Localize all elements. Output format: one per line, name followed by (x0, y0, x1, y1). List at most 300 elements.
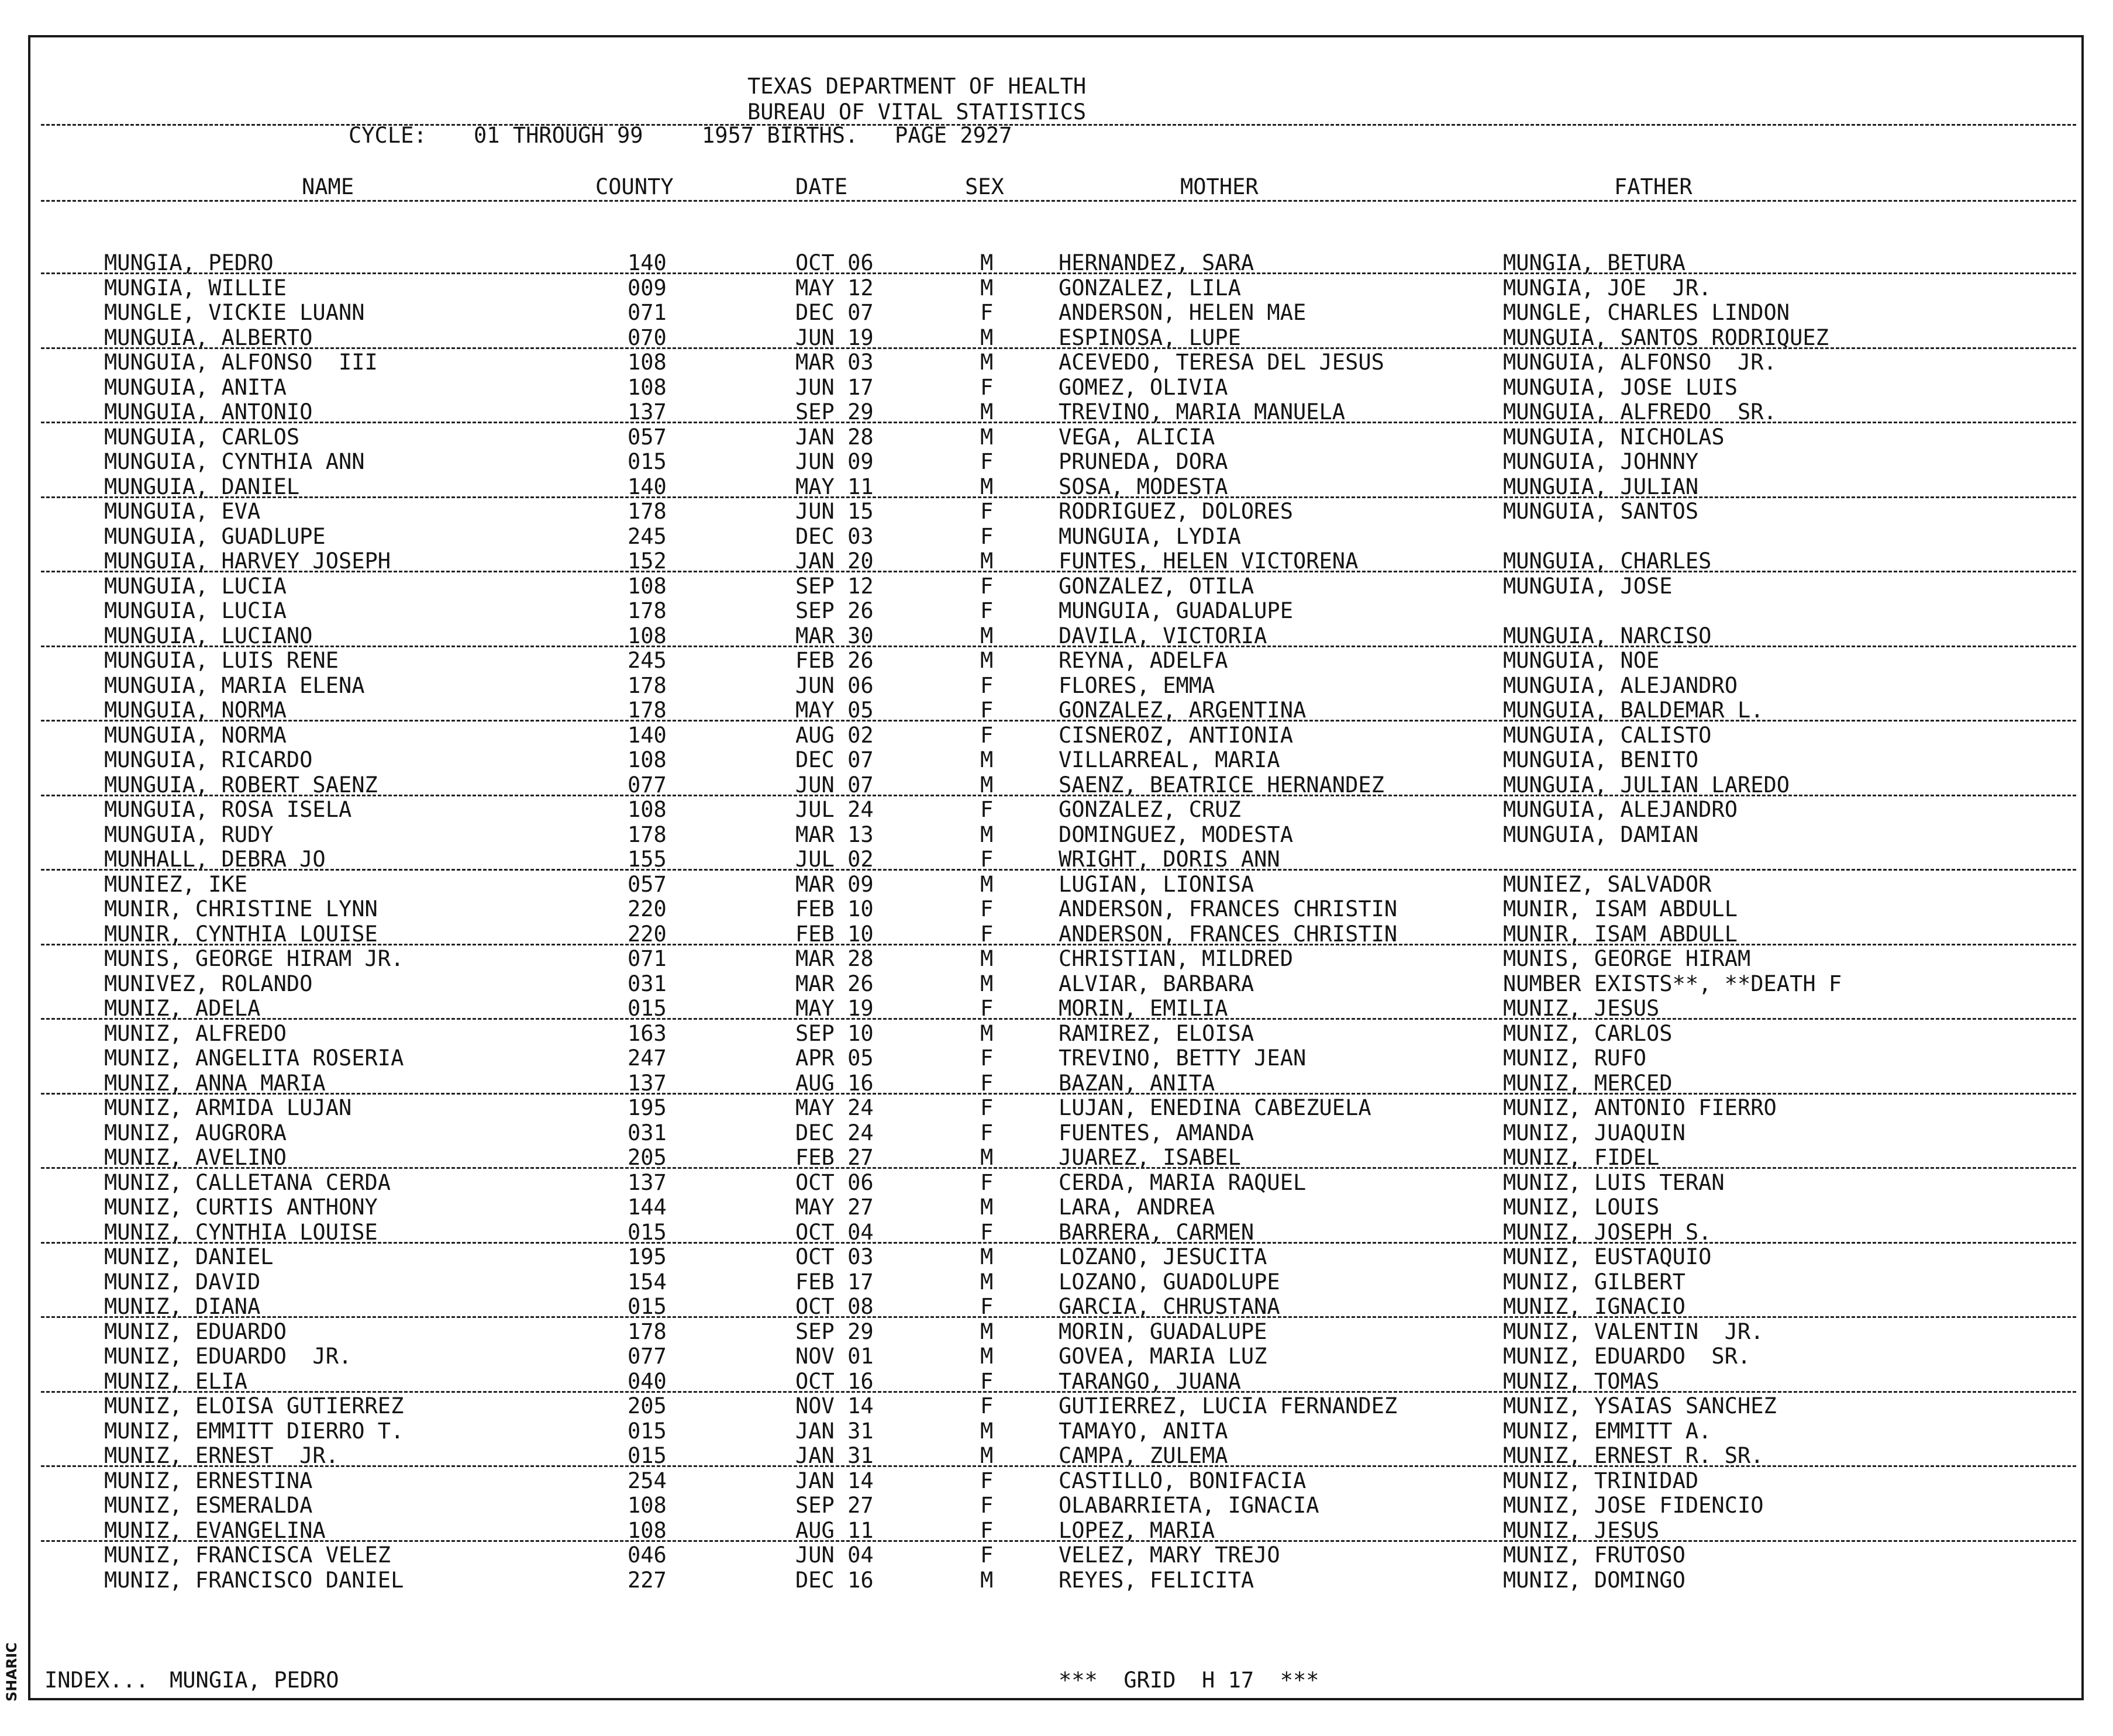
cycle-range: 01 THROUGH 99 (474, 123, 643, 148)
row-mother: GUTIERREZ, LUCIA FERNANDEZ (1059, 1393, 1398, 1419)
row-sex: F (980, 574, 994, 599)
row-county: 137 (628, 1170, 667, 1195)
row-father: MUNGUIA, NICHOLAS (1503, 424, 1725, 450)
row-name: MUNGUIA, NORMA (104, 698, 287, 723)
row-sex: F (980, 847, 994, 872)
row-sex: M (980, 772, 994, 798)
row-father: MUNIZ, TOMAS (1503, 1369, 1660, 1394)
row-sex: M (980, 1568, 994, 1593)
row-name: MUNGUIA, GUADLUPE (104, 524, 326, 549)
col-header-date: DATE (795, 174, 848, 199)
row-date: JUN 04 (795, 1542, 874, 1568)
row-father: MUNGUIA, ALFONSO JR. (1503, 350, 1777, 375)
row-mother: CERDA, MARIA RAQUEL (1059, 1170, 1307, 1195)
row-county: 031 (628, 971, 667, 996)
row-name: MUNIZ, DAVID (104, 1269, 261, 1295)
row-date: FEB 10 (795, 896, 874, 922)
row-rule (41, 347, 2076, 349)
row-county: 195 (628, 1095, 667, 1120)
row-father: MUNIR, ISAM ABDULL (1503, 922, 1738, 947)
row-sex: F (980, 1294, 994, 1319)
row-date: OCT 06 (795, 1170, 874, 1195)
row-father: MUNGUIA, JULIAN (1503, 474, 1699, 499)
row-county: 178 (628, 1319, 667, 1344)
row-name: MUNGUIA, ROBERT SAENZ (104, 772, 378, 798)
row-date: SEP 12 (795, 574, 874, 599)
row-date: MAY 05 (795, 698, 874, 723)
row-sex: M (980, 1443, 994, 1468)
row-rule (41, 1242, 2076, 1244)
row-name: MUNIEZ, IKE (104, 872, 248, 897)
row-date: MAR 09 (795, 872, 874, 897)
row-date: JUL 24 (795, 797, 874, 822)
row-county: 077 (628, 1344, 667, 1369)
row-county: 009 (628, 275, 667, 301)
row-county: 205 (628, 1393, 667, 1419)
col-header-father: FATHER (1614, 174, 1693, 199)
row-father: MUNGUIA, JULIAN LAREDO (1503, 772, 1790, 798)
row-mother: CAMPA, ZULEMA (1059, 1443, 1228, 1468)
row-mother: LUGIAN, LIONISA (1059, 872, 1254, 897)
row-sex: M (980, 1195, 994, 1220)
row-county: 245 (628, 648, 667, 673)
row-sex: F (980, 1542, 994, 1568)
row-father: MUNGUIA, ALFREDO SR. (1503, 399, 1777, 424)
row-mother: CHRISTIAN, MILDRED (1059, 946, 1293, 971)
row-name: MUNGUIA, RICARDO (104, 747, 313, 772)
row-county: 247 (628, 1045, 667, 1071)
row-mother: RAMIREZ, ELOISA (1059, 1021, 1254, 1046)
row-county: 070 (628, 325, 667, 350)
row-date: MAY 11 (795, 474, 874, 499)
row-name: MUNIZ, EDUARDO (104, 1319, 287, 1344)
row-father: MUNIZ, YSAIAS SANCHEZ (1503, 1393, 1777, 1419)
row-mother: ESPINOSA, LUPE (1059, 325, 1241, 350)
row-mother: TAMAYO, ANITA (1059, 1419, 1228, 1444)
row-date: DEC 16 (795, 1568, 874, 1593)
row-date: FEB 27 (795, 1145, 874, 1170)
row-father: MUNIZ, LUIS TERAN (1503, 1170, 1725, 1195)
row-sex: F (980, 524, 994, 549)
row-name: MUNIZ, EDUARDO JR. (104, 1344, 352, 1369)
row-father: MUNIZ, EUSTAQUIO (1503, 1244, 1712, 1269)
row-sex: M (980, 946, 994, 971)
row-date: JAN 31 (795, 1419, 874, 1444)
row-date: JUN 19 (795, 325, 874, 350)
row-date: SEP 29 (795, 399, 874, 424)
row-sex: F (980, 1493, 994, 1518)
row-date: JUN 09 (795, 449, 874, 474)
row-date: OCT 04 (795, 1220, 874, 1245)
row-mother: TREVINO, BETTY JEAN (1059, 1045, 1307, 1071)
row-mother: TREVINO, MARIA MANUELA (1059, 399, 1346, 424)
row-county: 057 (628, 424, 667, 450)
row-mother: ANDERSON, FRANCES CHRISTIN (1059, 896, 1398, 922)
row-mother: LUJAN, ENEDINA CABEZUELA (1059, 1095, 1371, 1120)
row-mother: ACEVEDO, TERESA DEL JESUS (1059, 350, 1384, 375)
row-sex: F (980, 598, 994, 623)
row-father: MUNGUIA, SANTOS RODRIQUEZ (1503, 325, 1829, 350)
row-county: 152 (628, 548, 667, 574)
row-name: MUNGUIA, DANIEL (104, 474, 300, 499)
row-sex: F (980, 1071, 994, 1096)
row-mother: PRUNEDA, DORA (1059, 449, 1228, 474)
bureau-title: BUREAU OF VITAL STATISTICS (747, 99, 1087, 125)
row-father: MUNIZ, ANTONIO FIERRO (1503, 1095, 1777, 1120)
row-county: 205 (628, 1145, 667, 1170)
row-father: NUMBER EXISTS**, **DEATH F (1503, 971, 1842, 996)
row-county: 178 (628, 822, 667, 847)
row-sex: M (980, 250, 994, 275)
row-father: MUNIZ, TRINIDAD (1503, 1468, 1699, 1493)
row-county: 154 (628, 1269, 667, 1295)
row-date: JAN 31 (795, 1443, 874, 1468)
row-name: MUNGUIA, LUCIA (104, 598, 287, 623)
row-date: JUN 06 (795, 673, 874, 698)
row-sex: M (980, 1145, 994, 1170)
row-sex: M (980, 1021, 994, 1046)
row-name: MUNIZ, FRANCISCO DANIEL (104, 1568, 404, 1593)
row-father: MUNGIA, BETURA (1503, 250, 1685, 275)
row-sex: F (980, 922, 994, 947)
row-mother: DOMINGUEZ, MODESTA (1059, 822, 1293, 847)
row-county: 108 (628, 375, 667, 400)
row-name: MUNGUIA, ALFONSO III (104, 350, 378, 375)
row-name: MUNGUIA, LUIS RENE (104, 648, 339, 673)
row-sex: M (980, 1244, 994, 1269)
row-sex: F (980, 896, 994, 922)
index-label: INDEX... (44, 1668, 149, 1693)
row-county: 071 (628, 946, 667, 971)
row-county: 015 (628, 1443, 667, 1468)
row-date: AUG 11 (795, 1518, 874, 1543)
row-mother: MUNGUIA, GUADALUPE (1059, 598, 1293, 623)
row-name: MUNIZ, DIANA (104, 1294, 261, 1319)
row-sex: M (980, 747, 994, 772)
row-county: 163 (628, 1021, 667, 1046)
row-mother: SOSA, MODESTA (1059, 474, 1228, 499)
row-name: MUNGIA, WILLIE (104, 275, 287, 301)
row-date: MAY 24 (795, 1095, 874, 1120)
row-sex: M (980, 971, 994, 996)
row-date: SEP 26 (795, 598, 874, 623)
row-name: MUNIS, GEORGE HIRAM JR. (104, 946, 404, 971)
row-date: JUL 02 (795, 847, 874, 872)
row-county: 031 (628, 1120, 667, 1145)
row-sex: F (980, 1468, 994, 1493)
row-county: 178 (628, 598, 667, 623)
row-sex: F (980, 698, 994, 723)
side-stamp: SHARIC (4, 1642, 20, 1702)
row-father: MUNIZ, EDUARDO SR. (1503, 1344, 1751, 1369)
row-father: MUNGUIA, CHARLES (1503, 548, 1712, 574)
row-county: 144 (628, 1195, 667, 1220)
row-sex: M (980, 548, 994, 574)
row-mother: FLORES, EMMA (1059, 673, 1215, 698)
col-header-name: NAME (302, 174, 354, 199)
row-name: MUNIZ, ELOISA GUTIERREZ (104, 1393, 404, 1419)
row-mother: TARANGO, JUANA (1059, 1369, 1241, 1394)
row-date: FEB 26 (795, 648, 874, 673)
row-date: FEB 10 (795, 922, 874, 947)
row-date: DEC 07 (795, 300, 874, 325)
row-name: MUNGUIA, NORMA (104, 723, 287, 748)
row-name: MUNIZ, ERNESTINA (104, 1468, 313, 1493)
row-date: JAN 14 (795, 1468, 874, 1493)
row-father: MUNIZ, JESUS (1503, 996, 1660, 1021)
row-county: 071 (628, 300, 667, 325)
row-county: 220 (628, 922, 667, 947)
row-rule (41, 944, 2076, 945)
row-name: MUNGIA, PEDRO (104, 250, 274, 275)
row-sex: F (980, 1518, 994, 1543)
row-county: 015 (628, 996, 667, 1021)
row-county: 108 (628, 1493, 667, 1518)
row-rule (41, 1093, 2076, 1095)
row-sex: F (980, 673, 994, 698)
row-name: MUNIZ, ANNA MARIA (104, 1071, 326, 1096)
row-mother: ANDERSON, HELEN MAE (1059, 300, 1307, 325)
row-mother: CISNEROZ, ANTIONIA (1059, 723, 1293, 748)
row-name: MUNIZ, CALLETANA CERDA (104, 1170, 391, 1195)
row-mother: MUNGUIA, LYDIA (1059, 524, 1241, 549)
row-rule (41, 571, 2076, 572)
row-father: MUNIZ, JESUS (1503, 1518, 1660, 1543)
row-rule (41, 720, 2076, 722)
row-mother: VELEZ, MARY TREJO (1059, 1542, 1280, 1568)
index-name: MUNGIA, PEDRO (170, 1668, 339, 1693)
row-rule (41, 795, 2076, 796)
row-sex: M (980, 1269, 994, 1295)
row-county: 108 (628, 350, 667, 375)
row-sex: M (980, 1319, 994, 1344)
row-date: AUG 02 (795, 723, 874, 748)
row-sex: F (980, 1170, 994, 1195)
row-rule (41, 496, 2076, 498)
row-rule (41, 646, 2076, 647)
row-sex: M (980, 1344, 994, 1369)
row-father: MUNIZ, JUAQUIN (1503, 1120, 1685, 1145)
row-father: MUNIEZ, SALVADOR (1503, 872, 1712, 897)
row-sex: M (980, 648, 994, 673)
row-county: 195 (628, 1244, 667, 1269)
row-mother: JUAREZ, ISABEL (1059, 1145, 1241, 1170)
row-name: MUNGUIA, ANITA (104, 375, 287, 400)
row-date: APR 05 (795, 1045, 874, 1071)
row-date: JAN 28 (795, 424, 874, 450)
row-rule (41, 1018, 2076, 1020)
row-sex: F (980, 1393, 994, 1419)
row-mother: LOZANO, GUADOLUPE (1059, 1269, 1280, 1295)
row-father: MUNIZ, RUFO (1503, 1045, 1647, 1071)
row-mother: LOZANO, JESUCITA (1059, 1244, 1267, 1269)
row-date: MAR 13 (795, 822, 874, 847)
row-sex: M (980, 275, 994, 301)
row-father: MUNIS, GEORGE HIRAM (1503, 946, 1751, 971)
row-mother: MORIN, GUADALUPE (1059, 1319, 1267, 1344)
row-county: 108 (628, 1518, 667, 1543)
row-sex: F (980, 375, 994, 400)
row-father: MUNIZ, JOSE FIDENCIO (1503, 1493, 1764, 1518)
row-name: MUNGUIA, CYNTHIA ANN (104, 449, 365, 474)
row-rule (41, 272, 2076, 274)
row-mother: BARRERA, CARMEN (1059, 1220, 1254, 1245)
row-county: 015 (628, 1419, 667, 1444)
column-header-rule (41, 200, 2076, 202)
row-father: MUNGUIA, ALEJANDRO (1503, 673, 1738, 698)
row-name: MUNGUIA, LUCIA (104, 574, 287, 599)
row-name: MUNGUIA, HARVEY JOSEPH (104, 548, 391, 574)
row-mother: SAENZ, BEATRICE HERNANDEZ (1059, 772, 1384, 798)
row-rule (41, 1540, 2076, 1542)
row-father: MUNGUIA, JOSE (1503, 574, 1673, 599)
row-sex: F (980, 723, 994, 748)
row-date: SEP 10 (795, 1021, 874, 1046)
row-date: DEC 03 (795, 524, 874, 549)
header-rule (41, 124, 2076, 126)
row-date: OCT 08 (795, 1294, 874, 1319)
row-mother: GOMEZ, OLIVIA (1059, 375, 1228, 400)
row-father: MUNIZ, DOMINGO (1503, 1568, 1685, 1593)
row-father: MUNGUIA, NOE (1503, 648, 1660, 673)
col-header-mother: MOTHER (1180, 174, 1259, 199)
row-county: 245 (628, 524, 667, 549)
row-mother: ALVIAR, BARBARA (1059, 971, 1254, 996)
row-date: MAR 28 (795, 946, 874, 971)
row-sex: M (980, 623, 994, 648)
row-mother: GONZALEZ, CRUZ (1059, 797, 1241, 822)
row-county: 108 (628, 797, 667, 822)
row-mother: LOPEZ, MARIA (1059, 1518, 1215, 1543)
row-mother: REYNA, ADELFA (1059, 648, 1228, 673)
row-date: OCT 06 (795, 250, 874, 275)
row-father: MUNIZ, FIDEL (1503, 1145, 1660, 1170)
row-date: JAN 20 (795, 548, 874, 574)
row-name: MUNIZ, EMMITT DIERRO T. (104, 1419, 404, 1444)
row-county: 227 (628, 1568, 667, 1593)
row-mother: MORIN, EMILIA (1059, 996, 1228, 1021)
row-name: MUNGUIA, LUCIANO (104, 623, 313, 648)
row-date: SEP 27 (795, 1493, 874, 1518)
row-county: 057 (628, 872, 667, 897)
row-date: OCT 16 (795, 1369, 874, 1394)
row-rule (41, 1316, 2076, 1318)
row-father: MUNGUIA, NARCISO (1503, 623, 1712, 648)
row-county: 178 (628, 499, 667, 524)
row-sex: F (980, 499, 994, 524)
row-date: MAY 12 (795, 275, 874, 301)
row-father: MUNIZ, JOSEPH S. (1503, 1220, 1712, 1245)
row-county: 140 (628, 723, 667, 748)
row-name: MUNIZ, ESMERALDA (104, 1493, 313, 1518)
row-county: 108 (628, 574, 667, 599)
row-rule (41, 869, 2076, 871)
row-sex: M (980, 474, 994, 499)
col-header-county: COUNTY (595, 174, 674, 199)
row-date: DEC 07 (795, 747, 874, 772)
row-name: MUNGLE, VICKIE LUANN (104, 300, 365, 325)
row-father: MUNIZ, EMMITT A. (1503, 1419, 1712, 1444)
row-father: MUNIZ, FRUTOSO (1503, 1542, 1685, 1568)
row-sex: F (980, 1120, 994, 1145)
row-father: MUNIZ, VALENTIN JR. (1503, 1319, 1764, 1344)
row-father: MUNIZ, GILBERT (1503, 1269, 1685, 1295)
row-father: MUNIZ, IGNACIO (1503, 1294, 1685, 1319)
row-date: SEP 29 (795, 1319, 874, 1344)
row-sex: F (980, 1220, 994, 1245)
row-mother: DAVILA, VICTORIA (1059, 623, 1267, 648)
row-county: 108 (628, 747, 667, 772)
row-sex: M (980, 872, 994, 897)
row-father: MUNGUIA, SANTOS (1503, 499, 1699, 524)
page-number: PAGE 2927 (895, 123, 1012, 148)
row-county: 040 (628, 1369, 667, 1394)
row-mother: VILLARREAL, MARIA (1059, 747, 1280, 772)
row-sex: F (980, 1095, 994, 1120)
grid-reference: *** GRID H 17 *** (1059, 1668, 1319, 1693)
row-name: MUNIZ, AUGRORA (104, 1120, 287, 1145)
row-rule (41, 1167, 2076, 1169)
row-county: 077 (628, 772, 667, 798)
row-father: MUNGUIA, DAMIAN (1503, 822, 1699, 847)
row-mother: BAZAN, ANITA (1059, 1071, 1215, 1096)
row-mother: LARA, ANDREA (1059, 1195, 1215, 1220)
row-county: 108 (628, 623, 667, 648)
row-sex: M (980, 822, 994, 847)
row-rule (41, 1465, 2076, 1467)
row-father: MUNGUIA, CALISTO (1503, 723, 1712, 748)
row-county: 140 (628, 250, 667, 275)
row-mother: GOVEA, MARIA LUZ (1059, 1344, 1267, 1369)
row-date: JUN 17 (795, 375, 874, 400)
row-county: 220 (628, 896, 667, 922)
row-name: MUNIZ, EVANGELINA (104, 1518, 326, 1543)
row-sex: F (980, 1369, 994, 1394)
row-name: MUNHALL, DEBRA JO (104, 847, 326, 872)
row-date: NOV 14 (795, 1393, 874, 1419)
row-name: MUNIVEZ, ROLANDO (104, 971, 313, 996)
row-father: MUNIZ, MERCED (1503, 1071, 1673, 1096)
row-county: 046 (628, 1542, 667, 1568)
row-date: NOV 01 (795, 1344, 874, 1369)
agency-title: TEXAS DEPARTMENT OF HEALTH (747, 74, 1087, 99)
row-name: MUNIZ, ARMIDA LUJAN (104, 1095, 352, 1120)
row-rule (41, 422, 2076, 423)
row-name: MUNIZ, CURTIS ANTHONY (104, 1195, 378, 1220)
row-sex: F (980, 449, 994, 474)
row-sex: M (980, 325, 994, 350)
row-mother: RODRIGUEZ, DOLORES (1059, 499, 1293, 524)
row-name: MUNGUIA, ALBERTO (104, 325, 313, 350)
row-name: MUNGUIA, RUDY (104, 822, 274, 847)
row-mother: GARCIA, CHRUSTANA (1059, 1294, 1280, 1319)
row-name: MUNIZ, CYNTHIA LOUISE (104, 1220, 378, 1245)
row-mother: FUNTES, HELEN VICTORENA (1059, 548, 1359, 574)
row-name: MUNGUIA, EVA (104, 499, 261, 524)
row-mother: GONZALEZ, LILA (1059, 275, 1241, 301)
row-mother: VEGA, ALICIA (1059, 424, 1215, 450)
row-father: MUNGUIA, BALDEMAR L. (1503, 698, 1764, 723)
row-father: MUNIR, ISAM ABDULL (1503, 896, 1738, 922)
row-name: MUNIZ, AVELINO (104, 1145, 287, 1170)
row-county: 015 (628, 1220, 667, 1245)
row-date: JUN 07 (795, 772, 874, 798)
row-name: MUNGUIA, ROSA ISELA (104, 797, 352, 822)
row-name: MUNGUIA, CARLOS (104, 424, 300, 450)
row-county: 254 (628, 1468, 667, 1493)
row-date: MAY 27 (795, 1195, 874, 1220)
row-father: MUNGUIA, JOSE LUIS (1503, 375, 1738, 400)
